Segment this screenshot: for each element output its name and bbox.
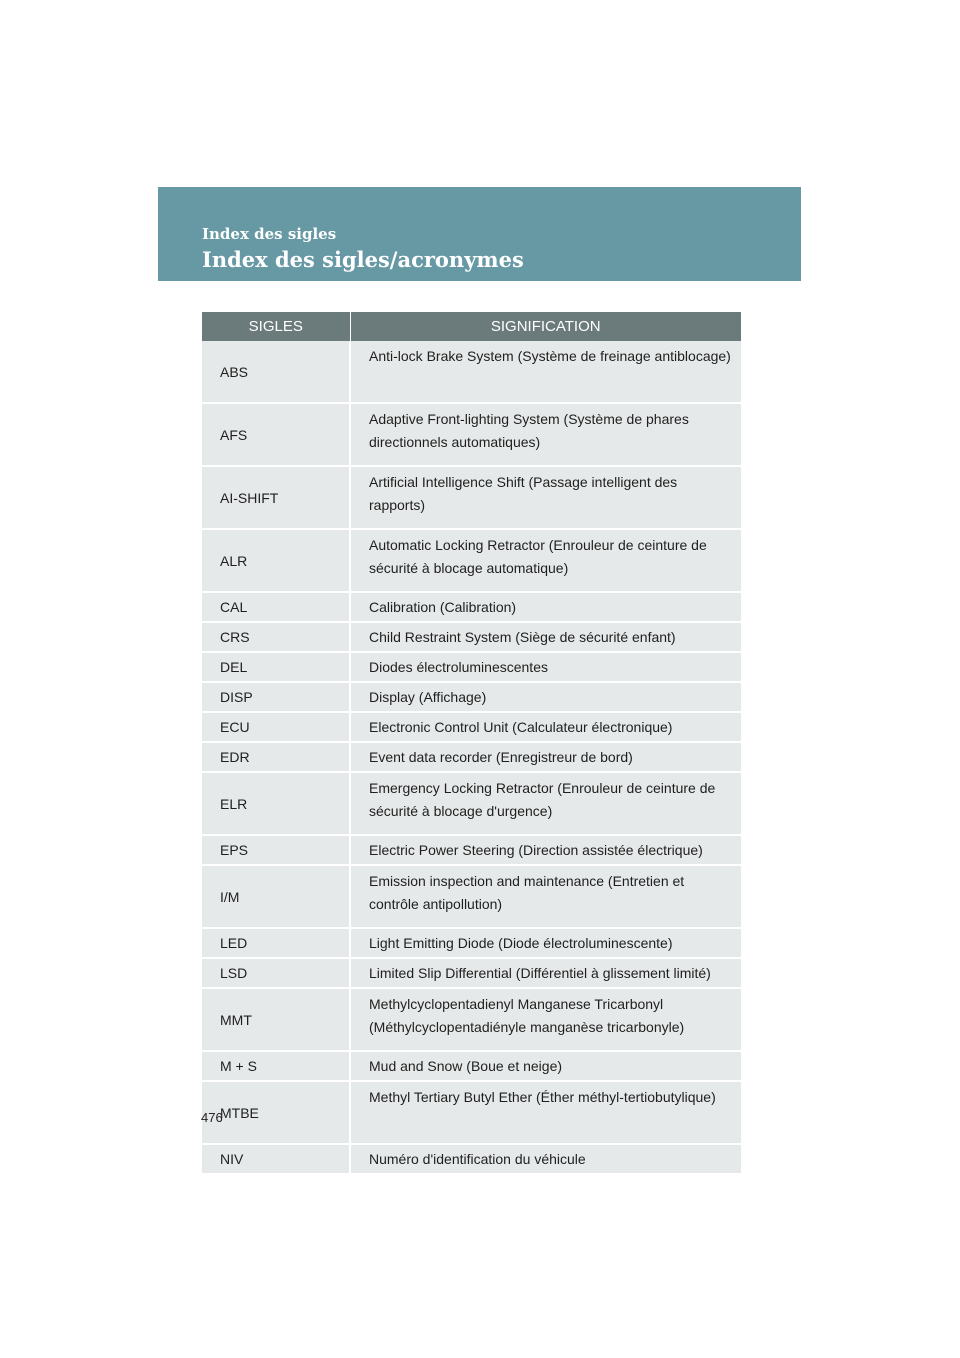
meaning-cell: Diodes électroluminescentes [350,652,741,682]
table-row [202,682,741,712]
section-label: Index des sigles [202,225,337,243]
acronym-cell: ALR [202,529,350,592]
table-row [202,928,741,958]
acronym-cell: MTBE [202,1081,350,1144]
meaning-cell: Numéro d'identification du véhicule [350,1144,741,1174]
meaning-cell: Anti-lock Brake System (Système de freinage antiblocage) [350,341,741,403]
meaning-cell: Methylcyclopentadienyl Manganese Tricarbonyl (Méthylcyclopentadiényle manganèse tricarbonyle) [350,988,741,1051]
meaning-cell: Event data recorder (Enregistreur de bord) [350,742,741,772]
meaning-cell: Calibration (Calibration) [350,592,741,622]
table-row [202,1081,741,1144]
meaning-cell: Limited Slip Differential (Différentiel à glissement limité) [350,958,741,988]
acronym-cell: M + S [202,1051,350,1081]
acronym-cell: ELR [202,772,350,835]
table-row [202,341,741,403]
acronym-cell: ECU [202,712,350,742]
meaning-cell: Automatic Locking Retractor (Enrouleur de ceinture de sécurité à blocage automatique) [350,529,741,592]
meaning-cell: Child Restraint System (Siège de sécurité enfant) [350,622,741,652]
table-row [202,772,741,835]
table-header-row [202,312,741,341]
acronym-cell: AI-SHIFT [202,466,350,529]
table-row [202,835,741,865]
table-row [202,592,741,622]
table-row [202,958,741,988]
table-row [202,529,741,592]
acronym-cell: LED [202,928,350,958]
meaning-cell: Electronic Control Unit (Calculateur électronique) [350,712,741,742]
table-row [202,466,741,529]
acronym-cell: NIV [202,1144,350,1174]
meaning-cell: Artificial Intelligence Shift (Passage intelligent des rapports) [350,466,741,529]
acronym-cell: CAL [202,592,350,622]
page-title: Index des sigles/acronymes [202,247,524,272]
acronym-cell: EDR [202,742,350,772]
acronym-cell: EPS [202,835,350,865]
column-header-sigles: SIGLES [202,312,350,341]
meaning-cell: Mud and Snow (Boue et neige) [350,1051,741,1081]
acronym-cell: DISP [202,682,350,712]
table-row [202,742,741,772]
acronym-cell: MMT [202,988,350,1051]
table-row [202,712,741,742]
meaning-cell: Emergency Locking Retractor (Enrouleur de ceinture de sécurité à blocage d'urgence) [350,772,741,835]
meaning-cell: Electric Power Steering (Direction assistée électrique) [350,835,741,865]
meaning-cell: Light Emitting Diode (Diode électroluminescente) [350,928,741,958]
column-header-signification: SIGNIFICATION [350,312,741,341]
table-row [202,1144,741,1174]
meaning-cell: Adaptive Front-lighting System (Système de phares directionnels automatiques) [350,403,741,466]
page-header [158,187,801,281]
acronym-cell: I/M [202,865,350,928]
table-row [202,988,741,1051]
table-row [202,403,741,466]
table-row [202,652,741,682]
table-row [202,1051,741,1081]
acronym-table [202,312,741,1175]
acronym-cell: LSD [202,958,350,988]
acronym-cell: ABS [202,341,350,403]
acronym-cell: DEL [202,652,350,682]
table-row [202,865,741,928]
meaning-cell: Methyl Tertiary Butyl Ether (Éther méthyl-tertiobutylique) [350,1081,741,1144]
page-number: 476 [201,1110,223,1125]
acronym-cell: AFS [202,403,350,466]
meaning-cell: Display (Affichage) [350,682,741,712]
acronym-cell: CRS [202,622,350,652]
meaning-cell: Emission inspection and maintenance (Entretien et contrôle antipollution) [350,865,741,928]
table-row [202,622,741,652]
